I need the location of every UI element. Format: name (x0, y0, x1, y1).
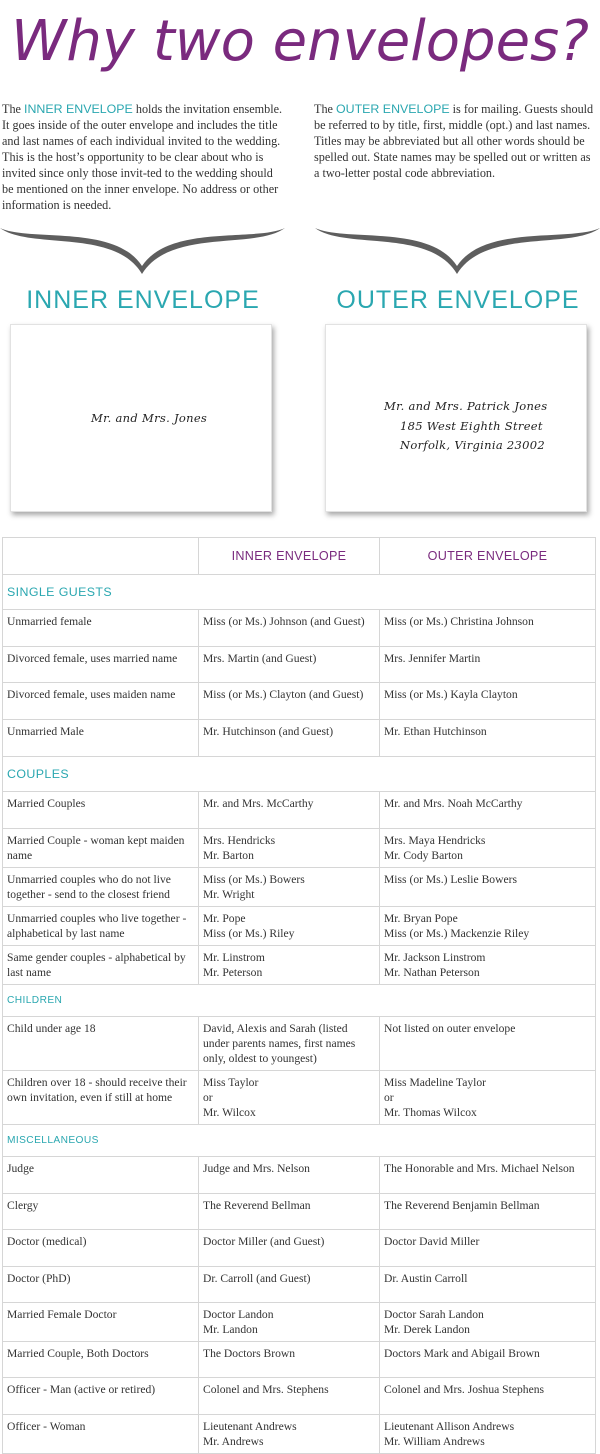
table-row (3, 907, 596, 946)
page-title: Why two envelopes? (11, 9, 589, 74)
table-cell: The Doctors Brown (199, 1342, 380, 1378)
inner-envelope-sample (10, 324, 272, 512)
table-row (3, 683, 596, 720)
inner-envelope-heading: INNER ENVELOPE (26, 286, 260, 314)
table-cell: Mr. Pope Miss (or Ms.) Riley (199, 907, 380, 946)
table-cell: Miss Madeline Taylor or Mr. Thomas Wilcox (380, 1071, 596, 1125)
table-row (3, 1194, 596, 1230)
table-cell: The Reverend Benjamin Bellman (380, 1194, 596, 1230)
table-cell: Doctor Landon Mr. Landon (199, 1303, 380, 1342)
table-cell: Doctor Sarah Landon Mr. Derek Landon (380, 1303, 596, 1342)
header-cell (3, 538, 199, 575)
outer-description-text: is for mailing. Guests should be referred to by title, first, middle (opt.) and last names. Titles may be abbreviated but all other words should be spelled out. State names may be spelled out or written as a two-letter postal code abbreviation. (314, 102, 594, 180)
table-row (3, 610, 596, 647)
table-row (3, 1378, 596, 1415)
table-cell: Doctor (medical) (3, 1230, 199, 1267)
outer-envelope-heading: OUTER ENVELOPE (336, 286, 580, 314)
table-cell: Miss (or Ms.) Bowers Mr. Wright (199, 868, 380, 907)
table-cell: Mrs. Martin (and Guest) (199, 647, 380, 683)
table-row (3, 1157, 596, 1194)
table-cell: Mr. Hutchinson (and Guest) (199, 720, 380, 757)
table-cell: Dr. Carroll (and Guest) (199, 1267, 380, 1303)
left-curly-brace-icon (0, 218, 285, 276)
header-cell: OUTER ENVELOPE (380, 538, 596, 575)
table-row (3, 1017, 596, 1071)
table-cell: Doctors Mark and Abigail Brown (380, 1342, 596, 1378)
table-cell: Miss (or Ms.) Christina Johnson (380, 610, 596, 647)
table-cell: Lieutenant Andrews Mr. Andrews (199, 1415, 380, 1454)
table-cell: David, Alexis and Sarah (listed under parents names, first names only, oldest to youngest) (199, 1017, 380, 1071)
table-cell: Unmarried female (3, 610, 199, 647)
inner-envelope-address: Mr. and Mrs. Jones (91, 411, 208, 425)
table-row (3, 1303, 596, 1342)
table-row (3, 829, 596, 868)
table-cell: Lieutenant Allison Andrews Mr. William Andrews (380, 1415, 596, 1454)
section-row (3, 1125, 596, 1157)
table-cell: Miss (or Ms.) Kayla Clayton (380, 683, 596, 720)
table-cell: Mrs. Hendricks Mr. Barton (199, 829, 380, 868)
table-cell: Not listed on outer envelope (380, 1017, 596, 1071)
table-cell: Married Couple, Both Doctors (3, 1342, 199, 1378)
table-cell: Mr. Jackson Linstrom Mr. Nathan Peterson (380, 946, 596, 985)
table-header-row (3, 538, 596, 575)
table-cell: Doctor Miller (and Guest) (199, 1230, 380, 1267)
section-title: CHILDREN (3, 985, 596, 1017)
table-cell: Doctor David Miller (380, 1230, 596, 1267)
outer-address-line-1: Mr. and Mrs. Patrick Jones (384, 399, 548, 413)
table-cell: Married Female Doctor (3, 1303, 199, 1342)
table-row (3, 1071, 596, 1125)
table-cell: Colonel and Mrs. Stephens (199, 1378, 380, 1415)
outer-address-line-2: 185 West Eighth Street (400, 419, 543, 433)
table-cell: Mr. and Mrs. McCarthy (199, 792, 380, 829)
table-cell: Divorced female, uses maiden name (3, 683, 199, 720)
table-cell: Mrs. Jennifer Martin (380, 647, 596, 683)
section-row (3, 757, 596, 792)
table-cell: Mr. Ethan Hutchinson (380, 720, 596, 757)
table-cell: Same gender couples - alphabetical by last name (3, 946, 199, 985)
table-cell: Child under age 18 (3, 1017, 199, 1071)
table-cell: Clergy (3, 1194, 199, 1230)
table-cell: Judge and Mrs. Nelson (199, 1157, 380, 1194)
inner-description-text: holds the invitation ensemble. It goes inside of the outer envelope and includes the title and last names of each individual invited to the wedding. This is the host’s opportunity to be clear about who is invited since only those invit-ted to the wedding should be mentioned on the inner envelope. No address or other information is needed. (2, 102, 283, 212)
table-row (3, 1230, 596, 1267)
outer-envelope-sample (325, 324, 587, 512)
table-cell: Miss (or Ms.) Clayton (and Guest) (199, 683, 380, 720)
header-cell: INNER ENVELOPE (199, 538, 380, 575)
table-cell: The Honorable and Mrs. Michael Nelson (380, 1157, 596, 1194)
section-title: MISCELLANEOUS (3, 1125, 596, 1157)
table-cell: Officer - Man (active or retired) (3, 1378, 199, 1415)
table-cell: Miss (or Ms.) Johnson (and Guest) (199, 610, 380, 647)
table-cell: Children over 18 - should receive their own invitation, even if still at home (3, 1071, 199, 1125)
outer-envelope-description (314, 101, 598, 181)
table-row (3, 868, 596, 907)
outer-envelope-highlight: OUTER ENVELOPE (336, 102, 450, 116)
table-cell: Married Couples (3, 792, 199, 829)
table-cell: Unmarried couples who live together - alphabetical by last name (3, 907, 199, 946)
table-cell: Colonel and Mrs. Joshua Stephens (380, 1378, 596, 1415)
table-cell: Doctor (PhD) (3, 1267, 199, 1303)
table-row (3, 647, 596, 683)
table-row (3, 1415, 596, 1454)
section-row (3, 985, 596, 1017)
table-row (3, 792, 596, 829)
addressing-etiquette-table (2, 537, 596, 1454)
outer-prefix: The (314, 102, 336, 116)
section-row (3, 575, 596, 610)
right-curly-brace-icon (315, 218, 600, 276)
table-cell: Mr. Linstrom Mr. Peterson (199, 946, 380, 985)
section-title: COUPLES (3, 757, 596, 792)
inner-envelope-highlight: INNER ENVELOPE (24, 102, 133, 116)
table-cell: Mrs. Maya Hendricks Mr. Cody Barton (380, 829, 596, 868)
table-cell: Mr. and Mrs. Noah McCarthy (380, 792, 596, 829)
table-cell: Unmarried couples who do not live together - send to the closest friend (3, 868, 199, 907)
table-cell: Married Couple - woman kept maiden name (3, 829, 199, 868)
table-cell: The Reverend Bellman (199, 1194, 380, 1230)
table-cell: Miss Taylor or Mr. Wilcox (199, 1071, 380, 1125)
inner-envelope-description (2, 101, 284, 213)
table-row (3, 1267, 596, 1303)
table-row (3, 1342, 596, 1378)
table-cell: Dr. Austin Carroll (380, 1267, 596, 1303)
table-cell: Unmarried Male (3, 720, 199, 757)
inner-prefix: The (2, 102, 24, 116)
table-row (3, 720, 596, 757)
table-cell: Judge (3, 1157, 199, 1194)
table-cell: Officer - Woman (3, 1415, 199, 1454)
table-row (3, 946, 596, 985)
table-cell: Miss (or Ms.) Leslie Bowers (380, 868, 596, 907)
table-cell: Mr. Bryan Pope Miss (or Ms.) Mackenzie Riley (380, 907, 596, 946)
section-title: SINGLE GUESTS (3, 575, 596, 610)
table-cell: Divorced female, uses married name (3, 647, 199, 683)
outer-address-line-3: Norfolk, Virginia 23002 (400, 438, 546, 452)
